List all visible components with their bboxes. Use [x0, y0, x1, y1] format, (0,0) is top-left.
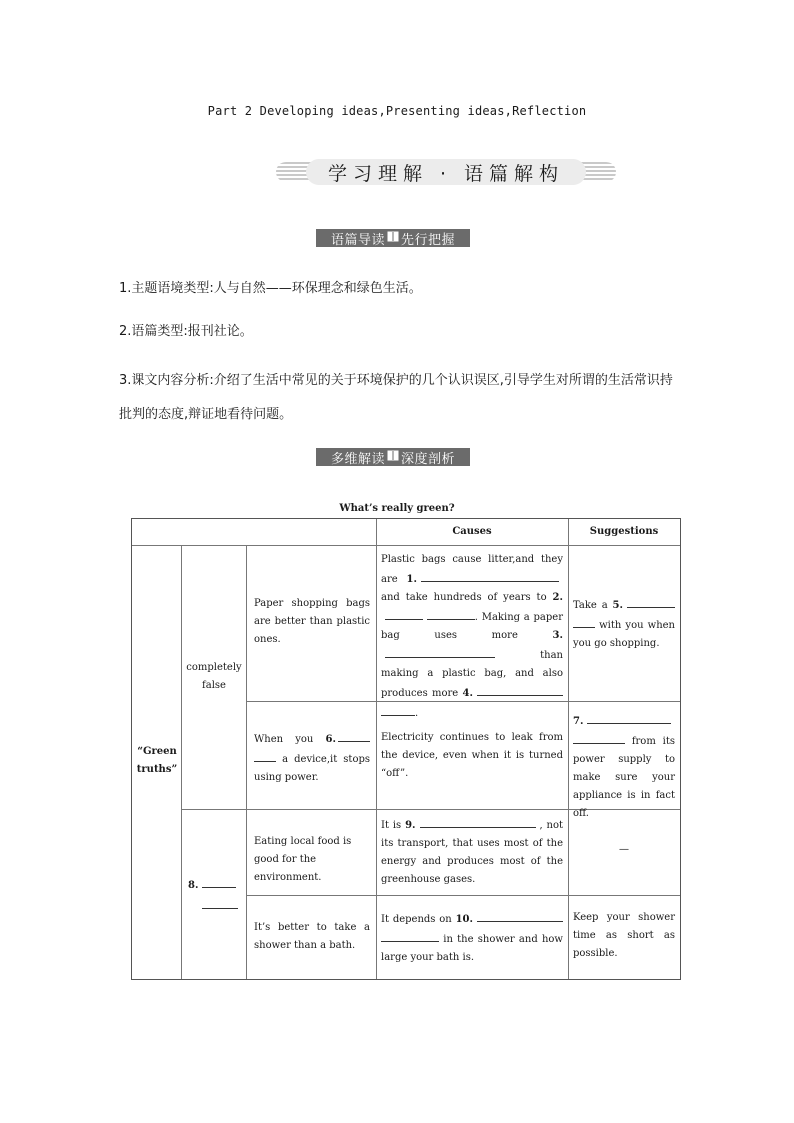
blank-line [202, 896, 238, 909]
section-tag-multi-analysis [316, 448, 470, 466]
tag-right-text: 深度剖析 [401, 451, 456, 467]
cause-shower-time [381, 909, 563, 967]
blank-line [381, 929, 439, 942]
suggestion-text: from its power supply to make sure your appliance is in fact off. [573, 736, 675, 819]
tag-right-text: 先行把握 [401, 232, 456, 248]
section-banner [276, 158, 616, 186]
paragraph-theme: 1.主题语境类型:人与自然——环保理念和绿色生活。 [119, 281, 422, 296]
blank-number: 8. [188, 880, 199, 891]
paragraph-text-type: 2.语篇类型:报刊社论。 [119, 324, 253, 339]
blank-number: 9. [405, 820, 416, 831]
table-title: What’s really green? [339, 503, 455, 514]
blank-number: 1. [406, 574, 417, 585]
cause-text: and take hundreds of years to [381, 592, 547, 603]
blank-number: 3. [552, 630, 563, 641]
cause-plastic-bags: Plastic bags cause litter,and they are 1. and take hundreds of years to 2. . Making a paper bag uses more 3. than making a plastic bag, and also produces more 4. . [381, 554, 563, 719]
cause-text: than making a plastic bag, and also produces more [381, 650, 563, 699]
blank-line [573, 615, 595, 628]
blank-number: 6. [325, 734, 336, 745]
blank-number: 2. [552, 592, 563, 603]
part-title: Part 2 Developing ideas,Presenting ideas,Reflection [207, 104, 587, 118]
blank-number: 4. [462, 688, 473, 699]
section-tag-reading-guide [316, 229, 470, 247]
claim-paper-bags: Paper shopping bags are better than plastic ones. [254, 598, 370, 645]
suggestion-unplug [573, 711, 675, 823]
claim-local-food: Eating local food is good for the environment. [254, 836, 352, 883]
completely-false-label: completely false [186, 662, 242, 691]
blank-line [477, 683, 563, 696]
cause-text: It is [381, 820, 402, 831]
cause-text: , not its transport, that uses most of the energy and produces most of the greenhouse gases. [381, 820, 563, 885]
claim-switch-off [254, 729, 370, 787]
header-suggestions: Suggestions [589, 526, 659, 537]
table-divider [246, 545, 247, 979]
blank-line [202, 875, 236, 888]
cause-food-production [381, 815, 563, 889]
header-causes: Causes [452, 526, 492, 537]
blank-number: 5. [612, 600, 623, 611]
suggestion-text: with you when you go shopping. [573, 620, 675, 649]
blank-line [421, 569, 559, 582]
table-divider [246, 895, 680, 896]
blank-line [385, 607, 423, 620]
claim-text: a device,it stops using power. [254, 754, 371, 783]
book-icon [387, 231, 399, 245]
suggestion-text: Take a [573, 600, 608, 611]
green-truths-label: “Green truths” [136, 746, 178, 775]
blank-number: 10. [455, 914, 473, 925]
tag-left-text: 语篇导读 [330, 232, 385, 248]
tag-left-text: 多维解读 [330, 451, 385, 467]
book-icon [387, 450, 399, 464]
paragraph-content-analysis: 3.课文内容分析:介绍了生活中常见的关于环境保护的几个认识误区,引导学生对所谓的生活常识持批判的态度,辩证地看待问题。 [119, 373, 673, 422]
banner-title: 学习理解 · 语篇解构 [306, 159, 586, 185]
blank-number: 7. [573, 716, 584, 727]
cause-text: . Making a paper bag uses more [381, 612, 563, 641]
answer-8 [188, 875, 244, 917]
suggestion-reusable-bag [573, 595, 675, 653]
cause-text: Plastic bags cause litter,and they are [381, 554, 563, 585]
blank-line [627, 595, 675, 608]
suggestion-short-shower: Keep your shower time as short as possible. [573, 912, 675, 959]
cause-electricity-leak: Electricity continues to leak from the device, even when it is turned “off”. [381, 732, 563, 779]
blank-line [381, 703, 415, 716]
blank-line [254, 749, 276, 762]
green-truths-table [131, 518, 681, 980]
blank-line [385, 645, 495, 658]
claim-text: When you [254, 734, 314, 745]
blank-line [587, 711, 671, 724]
blank-line [427, 607, 475, 620]
cause-text: It depends on [381, 914, 452, 925]
suggestion-none: — [619, 844, 629, 855]
table-divider [568, 519, 569, 979]
blank-line [338, 729, 370, 742]
claim-shower-vs-bath: It’s better to take a shower than a bath. [254, 922, 370, 951]
cause-text: in the shower and how large your bath is. [381, 934, 563, 963]
blank-line [420, 815, 536, 828]
blank-line [573, 731, 625, 744]
table-divider [132, 545, 680, 546]
table-divider [181, 545, 182, 979]
blank-line [477, 909, 563, 922]
table-divider [376, 519, 377, 979]
